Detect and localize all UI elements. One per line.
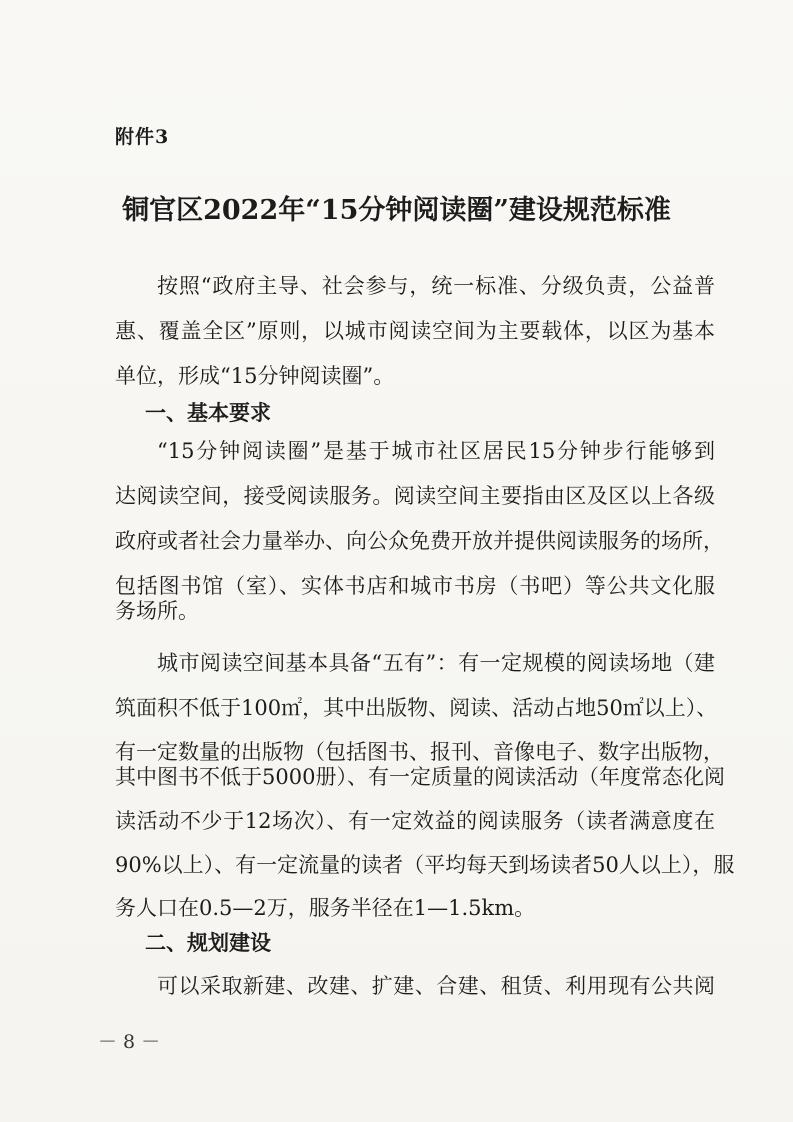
section1-para1-line-3: 政府或者社会力量举办、向公众免费开放并提供阅读服务的场所， <box>115 529 724 553</box>
section1-para2-line-2: 筑面积不低于100㎡，其中出版物、阅读、活动占地50㎡以上）、 <box>115 696 718 720</box>
section1-para2-line-6: 90%以上）、有一定流量的读者（平均每天到场读者50人以上），服 <box>115 853 735 877</box>
intro-line-2: 惠、覆盖全区”原则，以城市阅读空间为主要载体，以区为基本 <box>115 319 715 343</box>
section1-para1-line-5: 务场所。 <box>115 599 199 623</box>
attachment-label: 附件3 <box>115 126 170 148</box>
section-heading-planning-construction: 二、规划建设 <box>145 931 271 955</box>
section1-para1-line-4: 包括图书馆（室）、实体书店和城市书房（书吧）等公共文化服 <box>115 574 715 598</box>
section1-para2-line-4: 其中图书不低于5000册）、有一定质量的阅读活动（年度常态化阅 <box>115 765 725 789</box>
section2-para1-line-1: 可以采取新建、改建、扩建、合建、租赁、利用现有公共阅 <box>157 974 715 998</box>
section1-para2-line-5: 读活动不少于12场次）、有一定效益的阅读服务（读者满意度在 <box>115 809 715 833</box>
section1-para2-line-7: 务人口在0.5—2万，服务半径在1—1.5km。 <box>115 896 536 920</box>
section1-para2-line-3: 有一定数量的出版物（包括图书、报刊、音像电子、数字出版物， <box>115 740 724 764</box>
section1-para1-line-1: “15分钟阅读圈”是基于城市社区居民15分钟步行能够到 <box>157 439 715 463</box>
section-heading-basic-requirements: 一、基本要求 <box>145 401 271 425</box>
section1-para2-line-1: 城市阅读空间基本具备“五有”：有一定规模的阅读场地（建 <box>157 651 715 675</box>
intro-line-1: 按照“政府主导、社会参与，统一标准、分级负责，公益普 <box>157 274 715 298</box>
intro-line-3: 单位，形成“15分钟阅读圈”。 <box>115 364 395 388</box>
document-title: 铜官区2022年“15分钟阅读圈”建设规范标准 <box>122 195 671 226</box>
page-number: － 8 － <box>98 1031 161 1053</box>
section1-para1-line-2: 达阅读空间，接受阅读服务。阅读空间主要指由区及区以上各级 <box>115 484 715 508</box>
